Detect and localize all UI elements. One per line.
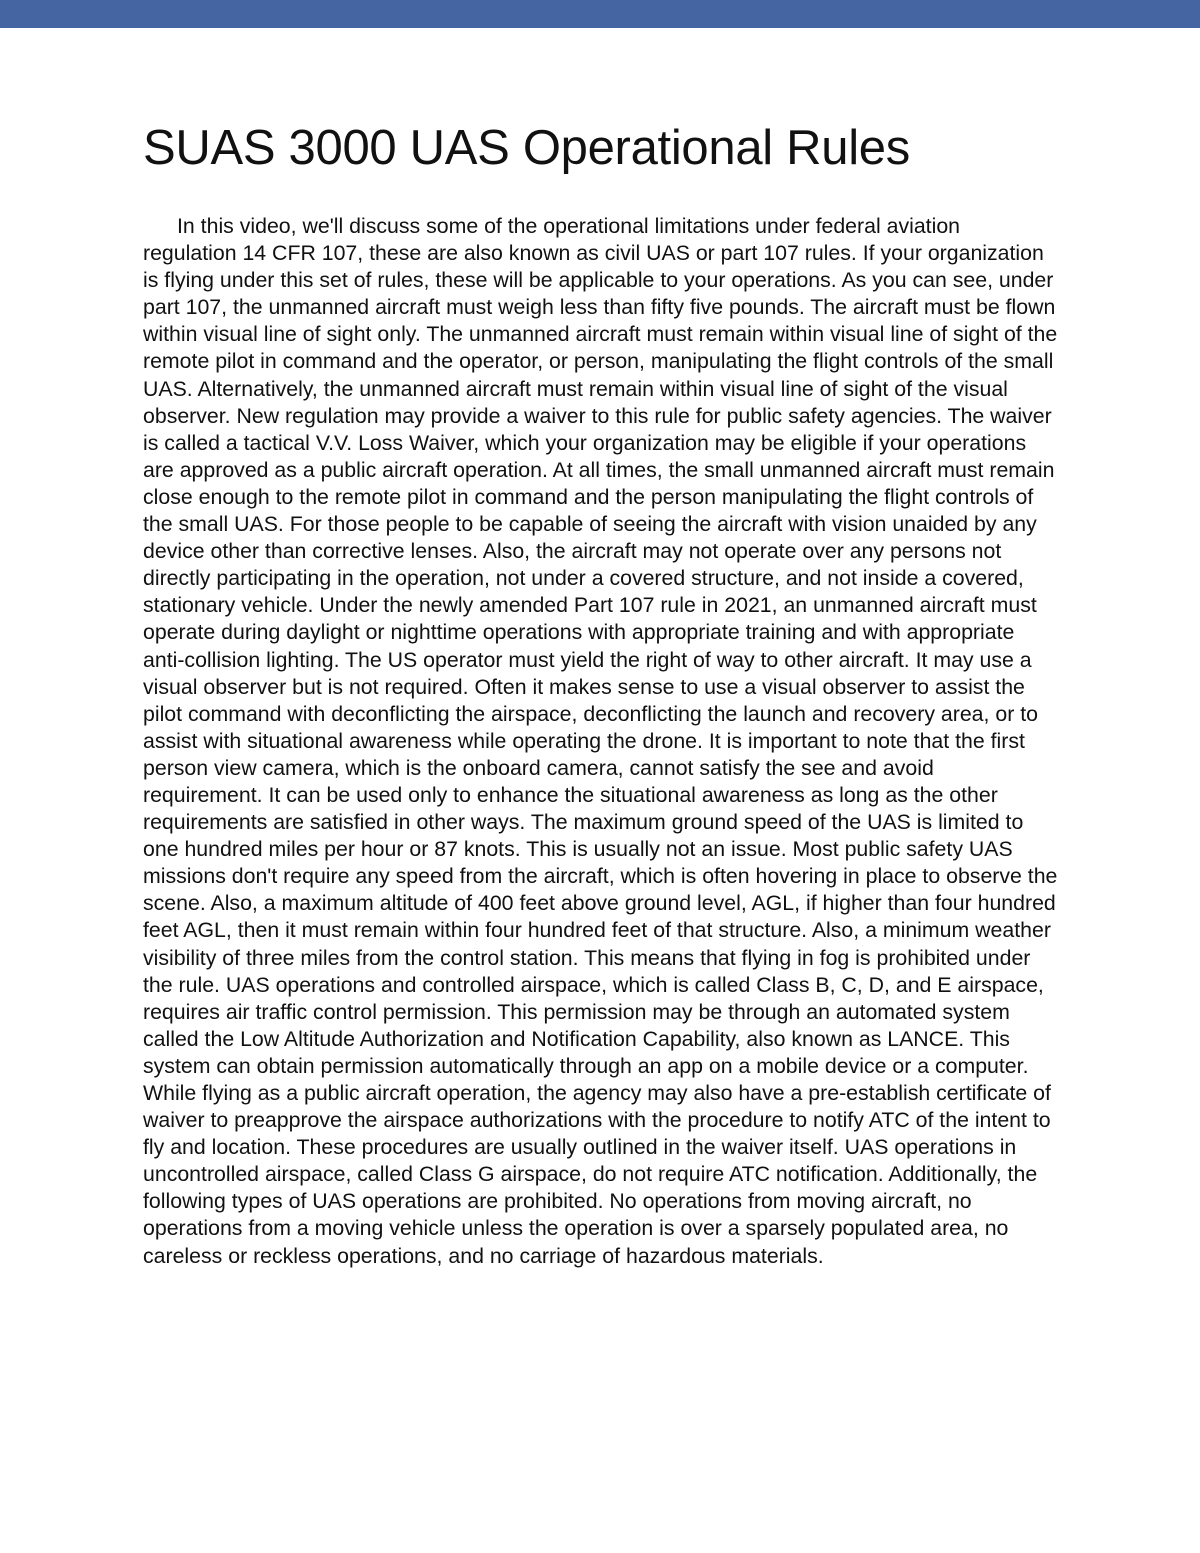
- header-bar: [0, 0, 1200, 28]
- page-title: SUAS 3000 UAS Operational Rules: [143, 121, 910, 175]
- body-paragraph: In this video, we'll discuss some of the operational limitations under federal aviation regulation 14 CFR 107, these are also known as civil UAS or part 107 rules. If your organization is flying under this set of rules, these will be applicable to your operations. As you can see, under part 107, the unmanned aircraft must weigh less than fifty five pounds. The aircraft must be flown within visual line of sight only. The unmanned aircraft must remain within visual line of sight of the remote pilot in command and the operator, or person, manipulating the flight controls of the small UAS. Alternatively, the unmanned aircraft must remain within visual line of sight of the visual observer. New regulation may provide a waiver to this rule for public safety agencies. The waiver is called a tactical V.V. Loss Waiver, which your organization may be eligible if your operations are approved as a public aircraft operation. At all times, the small unmanned aircraft must remain close enough to the remote pilot in command and the person manipulating the flight controls of the small UAS. For those people to be capable of seeing the aircraft with vision unaided by any device other than corrective lenses. Also, the aircraft may not operate over any persons not directly participating in the operation, not under a covered structure, and not inside a covered, stationary vehicle. Under the newly amended Part 107 rule in 2021, an unmanned aircraft must operate during daylight or nighttime operations with appropriate training and with appropriate anti-collision lighting. The US operator must yield the right of way to other aircraft. It may use a visual observer but is not required. Often it makes sense to use a visual observer to assist the pilot command with deconflicting the airspace, deconflicting the launch and recovery area, or to assist with situational awareness while operating the drone. It is important to note that the first person view camera, which is the onboard camera, cannot satisfy the see and avoid requirement. It can be used only to enhance the situational awareness as long as the other requirements are satisfied in other ways. The maximum ground speed of the UAS is limited to one hundred miles per hour or 87 knots. This is usually not an issue. Most public safety UAS missions don't require any speed from the aircraft, which is often hovering in place to observe the scene. Also, a maximum altitude of 400 feet above ground level, AGL, if higher than four hundred feet AGL, then it must remain within four hundred feet of that structure. Also, a minimum weather visibility of three miles from the control station. This means that flying in fog is prohibited under the rule. UAS operations and controlled airspace, which is called Class B, C, D, and E airspace, requires air traffic control permission. This permission may be through an automated system called the Low Altitude Authorization and Notification Capability, also known as LANCE. This system can obtain permission automatically through an app on a mobile device or a computer. While flying as a public aircraft operation, the agency may also have a pre-establish certificate of waiver to preapprove the airspace authorizations with the procedure to notify ATC of the intent to fly and location. These procedures are usually outlined in the waiver itself. UAS operations in uncontrolled airspace, called Class G airspace, do not require ATC notification. Additionally, the following types of UAS operations are prohibited. No operations from moving aircraft, no operations from a moving vehicle unless the operation is over a sparsely populated area, no careless or reckless operations, and no carriage of hazardous materials.: [143, 214, 1058, 1268]
